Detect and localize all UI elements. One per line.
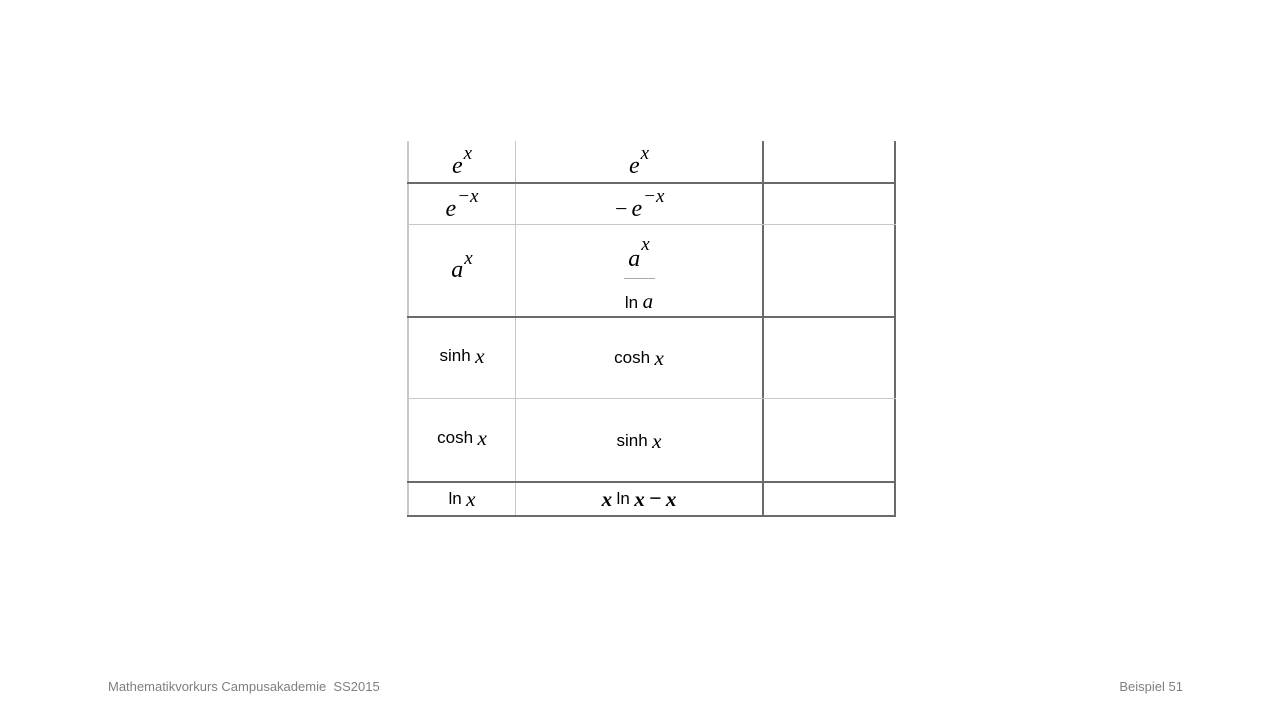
math-base: e [628,152,640,179]
math-exponent: x [641,233,650,255]
function-name: cosh [437,428,474,447]
table-cell-function [409,423,515,453]
table-cell-function [409,186,515,228]
table-cell-function [409,225,515,316]
table-border-right [894,141,896,517]
math-exponent: x [463,143,473,164]
math-base: a [451,257,464,283]
math-base: a [628,245,641,272]
table-cell-integral [516,145,762,187]
table-cell-function [409,483,515,515]
function-name: sinh [439,346,471,365]
math-variable: x [654,345,664,370]
math-exponent: x [640,143,650,164]
math-exponent: −x [643,186,665,207]
table-cell-function [409,341,515,371]
math-variable: a [642,288,654,313]
table-cell-integral [516,343,762,373]
row-divider-3 [407,316,896,318]
math-variable: x [652,428,662,453]
function-name: cosh [614,348,651,367]
math-variable: x [634,486,645,511]
math-operator: − [649,487,662,510]
row-divider-4 [407,398,896,399]
footer-slide-label: Beispiel 51 [1119,679,1183,694]
fraction-bar [624,278,655,279]
column-divider-2 [762,141,764,517]
math-exponent: x [464,247,473,269]
table-cell-integral [516,231,762,316]
math-variable: x [466,486,476,511]
math-minus: − [613,196,629,221]
table-cell-integral [516,186,762,228]
function-name: ln [624,292,639,312]
function-name: sinh [616,431,648,450]
fraction-numerator [628,234,649,276]
fraction-denominator [625,289,653,314]
math-variable: x [665,486,677,511]
function-name: ln [616,489,630,508]
math-base: e [451,152,463,179]
math-base: e [445,195,457,222]
math-variable: x [477,425,487,450]
table-cell-integral [516,483,762,515]
function-table [407,141,896,517]
footer-course-title: Mathematikvorkurs Campusakademie SS2015 [108,679,380,694]
fraction [624,234,655,314]
math-exponent: −x [457,186,479,207]
math-variable: x [475,343,485,368]
table-cell-function [409,145,515,187]
table-cell-integral [516,426,762,456]
table-border-bottom [407,515,896,517]
math-base: e [631,195,643,222]
math-variable: x [601,486,613,511]
function-name: ln [448,489,462,508]
